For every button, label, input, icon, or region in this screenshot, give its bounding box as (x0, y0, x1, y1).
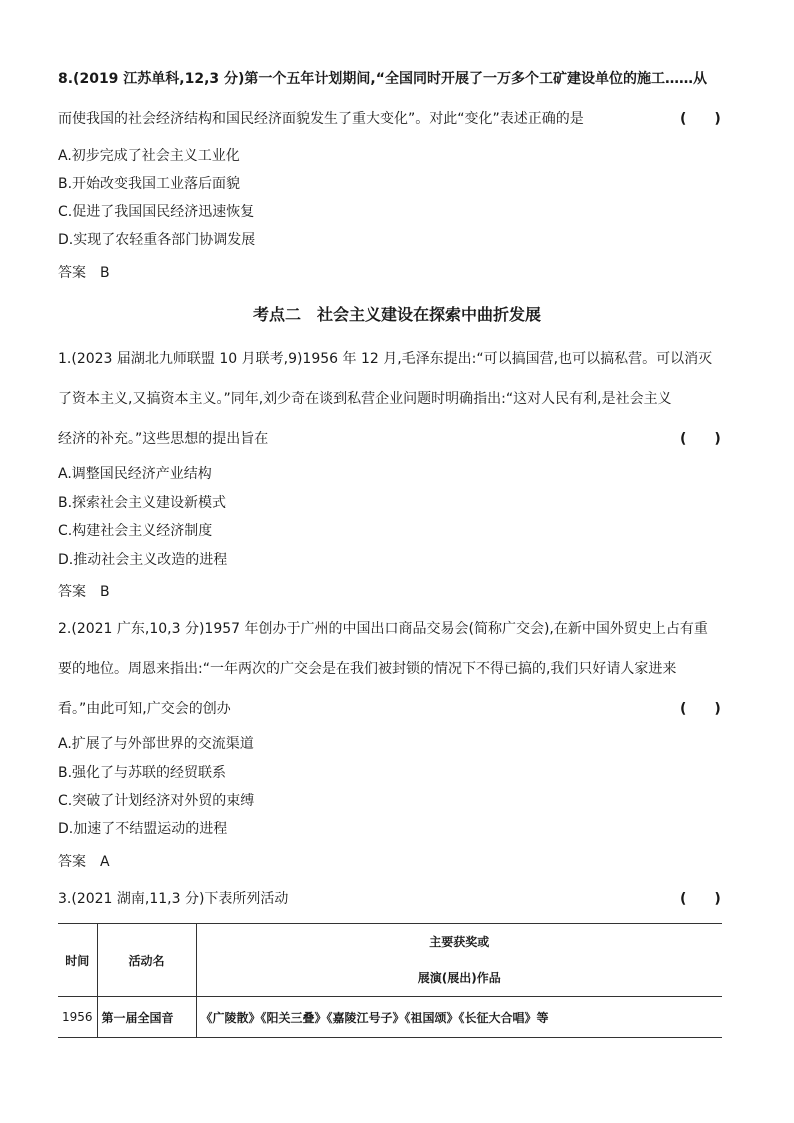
q1-answer: 答案 B (58, 584, 110, 600)
q8-line2: 而使我国的社会经济结构和国民经济面貌发生了重大变化”。对此“变化”表述正确的是 (58, 111, 584, 127)
q1-option-b[interactable]: B.探索社会主义建设新模式 (58, 495, 227, 511)
q2-option-b[interactable]: B.强化了与苏联的经贸联系 (58, 765, 227, 781)
q8-answer-paren: ( ) (680, 111, 721, 127)
table-cell-time: 1956 (58, 997, 97, 1038)
q2-option-c[interactable]: C.突破了计划经济对外贸的束缚 (58, 793, 255, 809)
q8-option-c[interactable]: C.促进了我国国民经济迅速恢复 (58, 204, 255, 220)
q3-answer-paren: ( ) (680, 891, 721, 907)
table-header-works: 主要获奖或 展演(展出)作品 (196, 924, 722, 997)
q8-line1: 8.(2019 江苏单科,12,3 分)第一个五年计划期间,“全国同时开展了一万多个工矿建设单位的施工……从 (58, 71, 707, 87)
table-header-activity: 活动名 (97, 924, 196, 997)
q2-option-d[interactable]: D.加速了不结盟运动的进程 (58, 821, 228, 837)
q1-answer-paren: ( ) (680, 431, 721, 447)
q8-option-a[interactable]: A.初步完成了社会主义工业化 (58, 148, 240, 164)
q1-option-c[interactable]: C.构建社会主义经济制度 (58, 523, 213, 539)
q2-line2: 要的地位。周恩来指出:“一年两次的广交会是在我们被封锁的情况下不得已搞的,我们只好请人家进来 (58, 661, 677, 677)
table-cell-works: 《广陵散》《阳关三叠》《嘉陵江号子》《祖国颂》《长征大合唱》等 (196, 997, 722, 1038)
table-cell-activity: 第一届全国音 (97, 997, 196, 1038)
q1-option-a[interactable]: A.调整国民经济产业结构 (58, 466, 212, 482)
q3-table (58, 923, 722, 1038)
q1-line3: 经济的补充。”这些思想的提出旨在 (58, 431, 269, 447)
q8-option-d[interactable]: D.实现了农轻重各部门协调发展 (58, 232, 256, 248)
q2-line1: 2.(2021 广东,10,3 分)1957 年创办于广州的中国出口商品交易会(简称广交会),在新中国外贸史上占有重 (58, 621, 708, 637)
section-heading: 考点二 社会主义建设在探索中曲折发展 (252, 305, 541, 324)
q1-line2: 了资本主义,又搞资本主义。”同年,刘少奇在谈到私营企业问题时明确指出:“这对人民有利,是社会主义 (58, 391, 672, 407)
q1-option-d[interactable]: D.推动社会主义改造的进程 (58, 552, 228, 568)
table-row (58, 997, 722, 1038)
q2-answer-paren: ( ) (680, 701, 721, 717)
table-header-row (58, 924, 722, 997)
q3-line1: 3.(2021 湖南,11,3 分)下表所列活动 (58, 891, 289, 907)
q2-line3: 看。”由此可知,广交会的创办 (58, 701, 231, 717)
table-header-time: 时间 (58, 924, 97, 997)
q2-answer: 答案 A (58, 854, 110, 870)
q8-answer: 答案 B (58, 265, 110, 281)
q1-line1: 1.(2023 届湖北九师联盟 10 月联考,9)1956 年 12 月,毛泽东提出:“可以搞国营,也可以搞私营。可以消灭 (58, 351, 713, 367)
q2-option-a[interactable]: A.扩展了与外部世界的交流渠道 (58, 736, 254, 752)
q8-option-b[interactable]: B.开始改变我国工业落后面貌 (58, 176, 241, 192)
